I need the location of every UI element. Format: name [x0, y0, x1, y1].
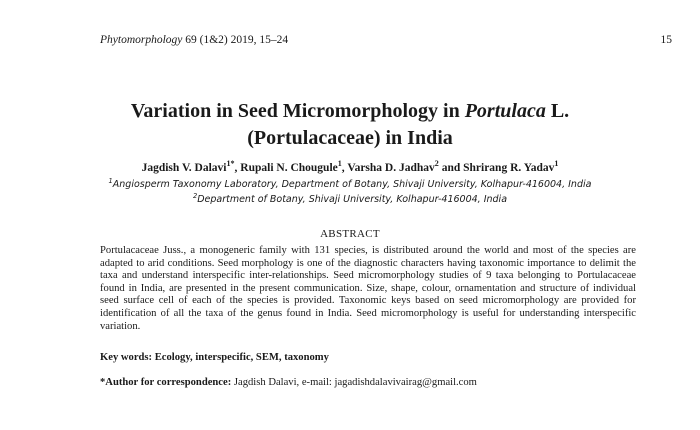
title-part-1: Variation in Seed Micromorphology in — [130, 100, 465, 122]
author-affiliation-marker: 1 — [554, 159, 559, 169]
author-list — [60, 159, 640, 174]
affiliation-1 — [40, 176, 660, 190]
author-name: , Varsha D. Jadhav — [341, 162, 435, 174]
correspondence-details: Jagdish Dalavi, e-mail: jagadishdalavivairag@gmail.com — [231, 377, 477, 388]
running-head — [100, 34, 672, 46]
paper-title — [60, 98, 640, 152]
author-affiliation-marker: 1 — [337, 159, 342, 169]
title-genus: Portulaca — [464, 100, 546, 122]
affiliation-number: 2 — [192, 191, 198, 200]
affiliation-text: Department of Botany, Shivaji University, Kolhapur-416004, India — [197, 194, 508, 205]
author-name: , Rupali N. Chougule — [234, 162, 338, 174]
affiliation-number: 1 — [108, 176, 113, 185]
journal-citation — [100, 34, 288, 46]
journal-name: Phytomorphology — [100, 34, 183, 46]
abstract-heading: ABSTRACT — [320, 228, 380, 240]
author-name: and Shrirang R. Yadav — [438, 162, 555, 174]
affiliation-2 — [40, 191, 660, 205]
title-line-2: (Portulacaceae) in India — [247, 127, 453, 149]
volume-issue-pages: 69 (1&2) 2019, 15–24 — [185, 34, 289, 46]
title-part-2: L. — [545, 100, 570, 122]
correspondence-label: *Author for correspondence: — [100, 377, 232, 388]
keywords: Key words: Ecology, interspecific, SEM, taxonomy — [100, 352, 329, 363]
correspondence-note — [100, 377, 636, 388]
author-affiliation-marker: 1* — [226, 159, 235, 169]
affiliation-text: Angiosperm Taxonomy Laboratory, Department of Botany, Shivaji University, Kolhapur-416004, India — [112, 179, 592, 190]
abstract-text: Portulacaceae Juss., a monogeneric family with 131 species, is distributed around the world and most of the species are adapted to arid conditions. Seed morphology is one of the diagnostic characters having taxonomic importance to delimit the taxa and understand interspecific inter-relationships. Seed micromorphology studies of 9 taxa belonging to Portulacaceae found in India, are presented in the present communication. Size, shape, colour, ornamentation and structure of individual seed surface cell of each of the species is provided. Taxonomic keys based on seed micromorphology are provided for identification of all the taxa of the genus found in India. Seed micromorphology is useful for understanding interspecific variation. — [100, 245, 636, 332]
page-number: 15 — [660, 34, 672, 46]
author-affiliation-marker: 2 — [434, 159, 439, 169]
author-name: Jagdish V. Dalavi — [141, 162, 227, 174]
